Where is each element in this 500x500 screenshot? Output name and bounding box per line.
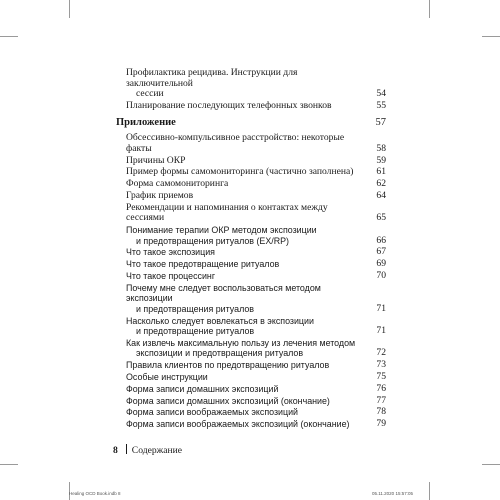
toc-entry-page: 54 <box>376 88 386 99</box>
toc-entry-page: 55 <box>376 99 386 111</box>
toc-entry <box>116 283 386 315</box>
toc-entry-page: 61 <box>376 166 386 178</box>
toc-entry-line: Что такое процессинг <box>126 270 216 281</box>
toc-entry-page: 75 <box>376 370 386 382</box>
toc-entry-line: сессии <box>136 88 164 99</box>
toc-entry-title <box>116 271 386 282</box>
toc-entry-page: 76 <box>376 382 386 394</box>
crop-mark-right-top <box>482 36 500 37</box>
toc-entry-page: 78 <box>376 406 386 418</box>
toc-entry-title <box>116 179 386 190</box>
crop-mark-left-top <box>0 36 18 37</box>
toc-entry-title <box>116 156 386 167</box>
toc-entry-line: Форма самомониторинга <box>126 178 229 190</box>
toc-entry-title <box>116 283 386 315</box>
toc-entry <box>116 384 386 395</box>
toc-entry <box>116 271 386 282</box>
print-slug-right: 05.11.2020 15:57:05 <box>372 491 413 496</box>
toc-entry <box>116 419 386 430</box>
appendix-title: Приложение <box>116 117 176 129</box>
toc-entry-line: и предотвращения ритуалов <box>136 303 255 314</box>
toc-entry-line: Форма записи воображаемых экспозиций <box>126 407 299 418</box>
toc-entry <box>116 203 386 224</box>
toc-entry <box>116 372 386 383</box>
toc-entry-page: 66 <box>376 234 386 246</box>
toc-entry-line: экспозиции и предотвращения ритуалов <box>136 348 304 359</box>
toc-entry-title <box>116 419 386 430</box>
crop-mark-left-bottom <box>0 464 18 465</box>
toc-entry <box>116 156 386 167</box>
toc-entry-title <box>116 101 386 112</box>
toc-entry-title <box>116 133 386 154</box>
toc-entry-line: Как извлечь максимальную пользу из лечения методом <box>126 337 356 348</box>
toc-entry-line: Профилактика рецидива. Инструкции для заключительной <box>126 67 298 89</box>
toc-entry-line: Форма записи домашних экспозиций <box>126 383 279 394</box>
toc-entry <box>116 179 386 190</box>
toc-entry-page: 69 <box>376 258 386 270</box>
toc-entry-page: 65 <box>376 212 386 224</box>
toc-entry <box>116 338 386 359</box>
toc-entry <box>116 247 386 258</box>
print-slug-left: Healing OCD Book.indb 8 <box>69 491 121 496</box>
toc-entry-line: и предотвращение ритуалов <box>136 326 255 337</box>
appendix-page: 57 <box>375 117 386 129</box>
toc-entry-page: 64 <box>376 189 386 201</box>
crop-mark-right-bottom <box>482 464 500 465</box>
toc-entry-line: Почему мне следует воспользоваться методом экспозиции <box>126 282 321 304</box>
toc-entry-page: 72 <box>376 347 386 359</box>
toc-entry <box>116 407 386 418</box>
toc-entry <box>116 259 386 270</box>
toc-entry-page: 62 <box>376 178 386 190</box>
toc-entry-title <box>116 407 386 418</box>
page-number: 8 <box>113 445 118 456</box>
toc-entry-line: График приемов <box>126 189 194 201</box>
toc-entry-line: Обсессивно-компульсивное расстройство: некоторые факты <box>126 132 345 154</box>
toc-entry <box>116 133 386 154</box>
footer-separator <box>126 444 127 454</box>
toc-top-group <box>116 68 386 111</box>
page-footer <box>113 444 182 457</box>
toc-entry-title <box>116 191 386 202</box>
toc-entry <box>116 360 386 371</box>
table-of-contents <box>116 68 386 431</box>
toc-entry <box>116 68 386 100</box>
toc-entry-page: 71 <box>376 302 386 314</box>
toc-entry-page: 71 <box>376 325 386 337</box>
toc-entry-page: 67 <box>376 246 386 258</box>
appendix-heading <box>116 117 386 129</box>
toc-entry-line: и предотвращения ритуалов (EX/RP) <box>136 235 290 246</box>
toc-entry-title <box>116 68 386 100</box>
running-title: Содержание <box>131 445 183 456</box>
toc-entry-line: Причины ОКР <box>126 154 186 166</box>
toc-entry <box>116 225 386 246</box>
toc-entry-line: Что такое экспозиция <box>126 247 215 258</box>
toc-entry-page: 73 <box>376 359 386 371</box>
toc-entry <box>116 396 386 407</box>
toc-entry-title <box>116 167 386 178</box>
toc-entry <box>116 101 386 112</box>
toc-entry-line: Пример формы самомониторинга (частично заполнена) <box>126 166 354 178</box>
toc-entry-title <box>116 338 386 359</box>
toc-entry-title <box>116 360 386 371</box>
toc-entry-line: Форма записи домашних экспозиций (окончание) <box>126 395 330 406</box>
toc-entry-line: Планирование последующих телефонных звонков <box>126 99 332 111</box>
toc-entry-page: 59 <box>376 154 386 166</box>
crop-mark-top-left <box>69 0 70 18</box>
toc-entry-line: Понимание терапии ОКР методом экспозиции <box>126 225 317 236</box>
toc-entry-line: Рекомендации и напоминания о контактах между сессиями <box>126 201 328 224</box>
toc-entry-line: Форма записи воображаемых экспозиций (окончание) <box>126 419 350 430</box>
crop-mark-bottom-right <box>429 482 430 500</box>
toc-entry-title <box>116 247 386 258</box>
toc-entry <box>116 191 386 202</box>
toc-entry-title <box>116 396 386 407</box>
toc-entry-page: 58 <box>376 142 386 154</box>
toc-entry-title <box>116 259 386 270</box>
toc-entry-title <box>116 316 386 337</box>
toc-entry-page: 77 <box>376 394 386 406</box>
toc-appendix-group <box>116 133 386 429</box>
toc-entry-title <box>116 225 386 246</box>
toc-entry-title <box>116 384 386 395</box>
toc-entry-title <box>116 203 386 224</box>
toc-entry-line: Особые инструкции <box>126 371 208 382</box>
toc-entry <box>116 316 386 337</box>
toc-entry-line: Насколько следует вовлекаться в экспозиции <box>126 315 314 326</box>
toc-entry-page: 70 <box>376 269 386 281</box>
crop-mark-top-right <box>429 0 430 18</box>
toc-entry-title <box>116 372 386 383</box>
toc-entry-line: Правила клиентов по предотвращению ритуалов <box>126 360 330 371</box>
toc-entry-page: 79 <box>376 418 386 430</box>
toc-entry <box>116 167 386 178</box>
toc-entry-line: Что такое предотвращение ритуалов <box>126 259 280 270</box>
